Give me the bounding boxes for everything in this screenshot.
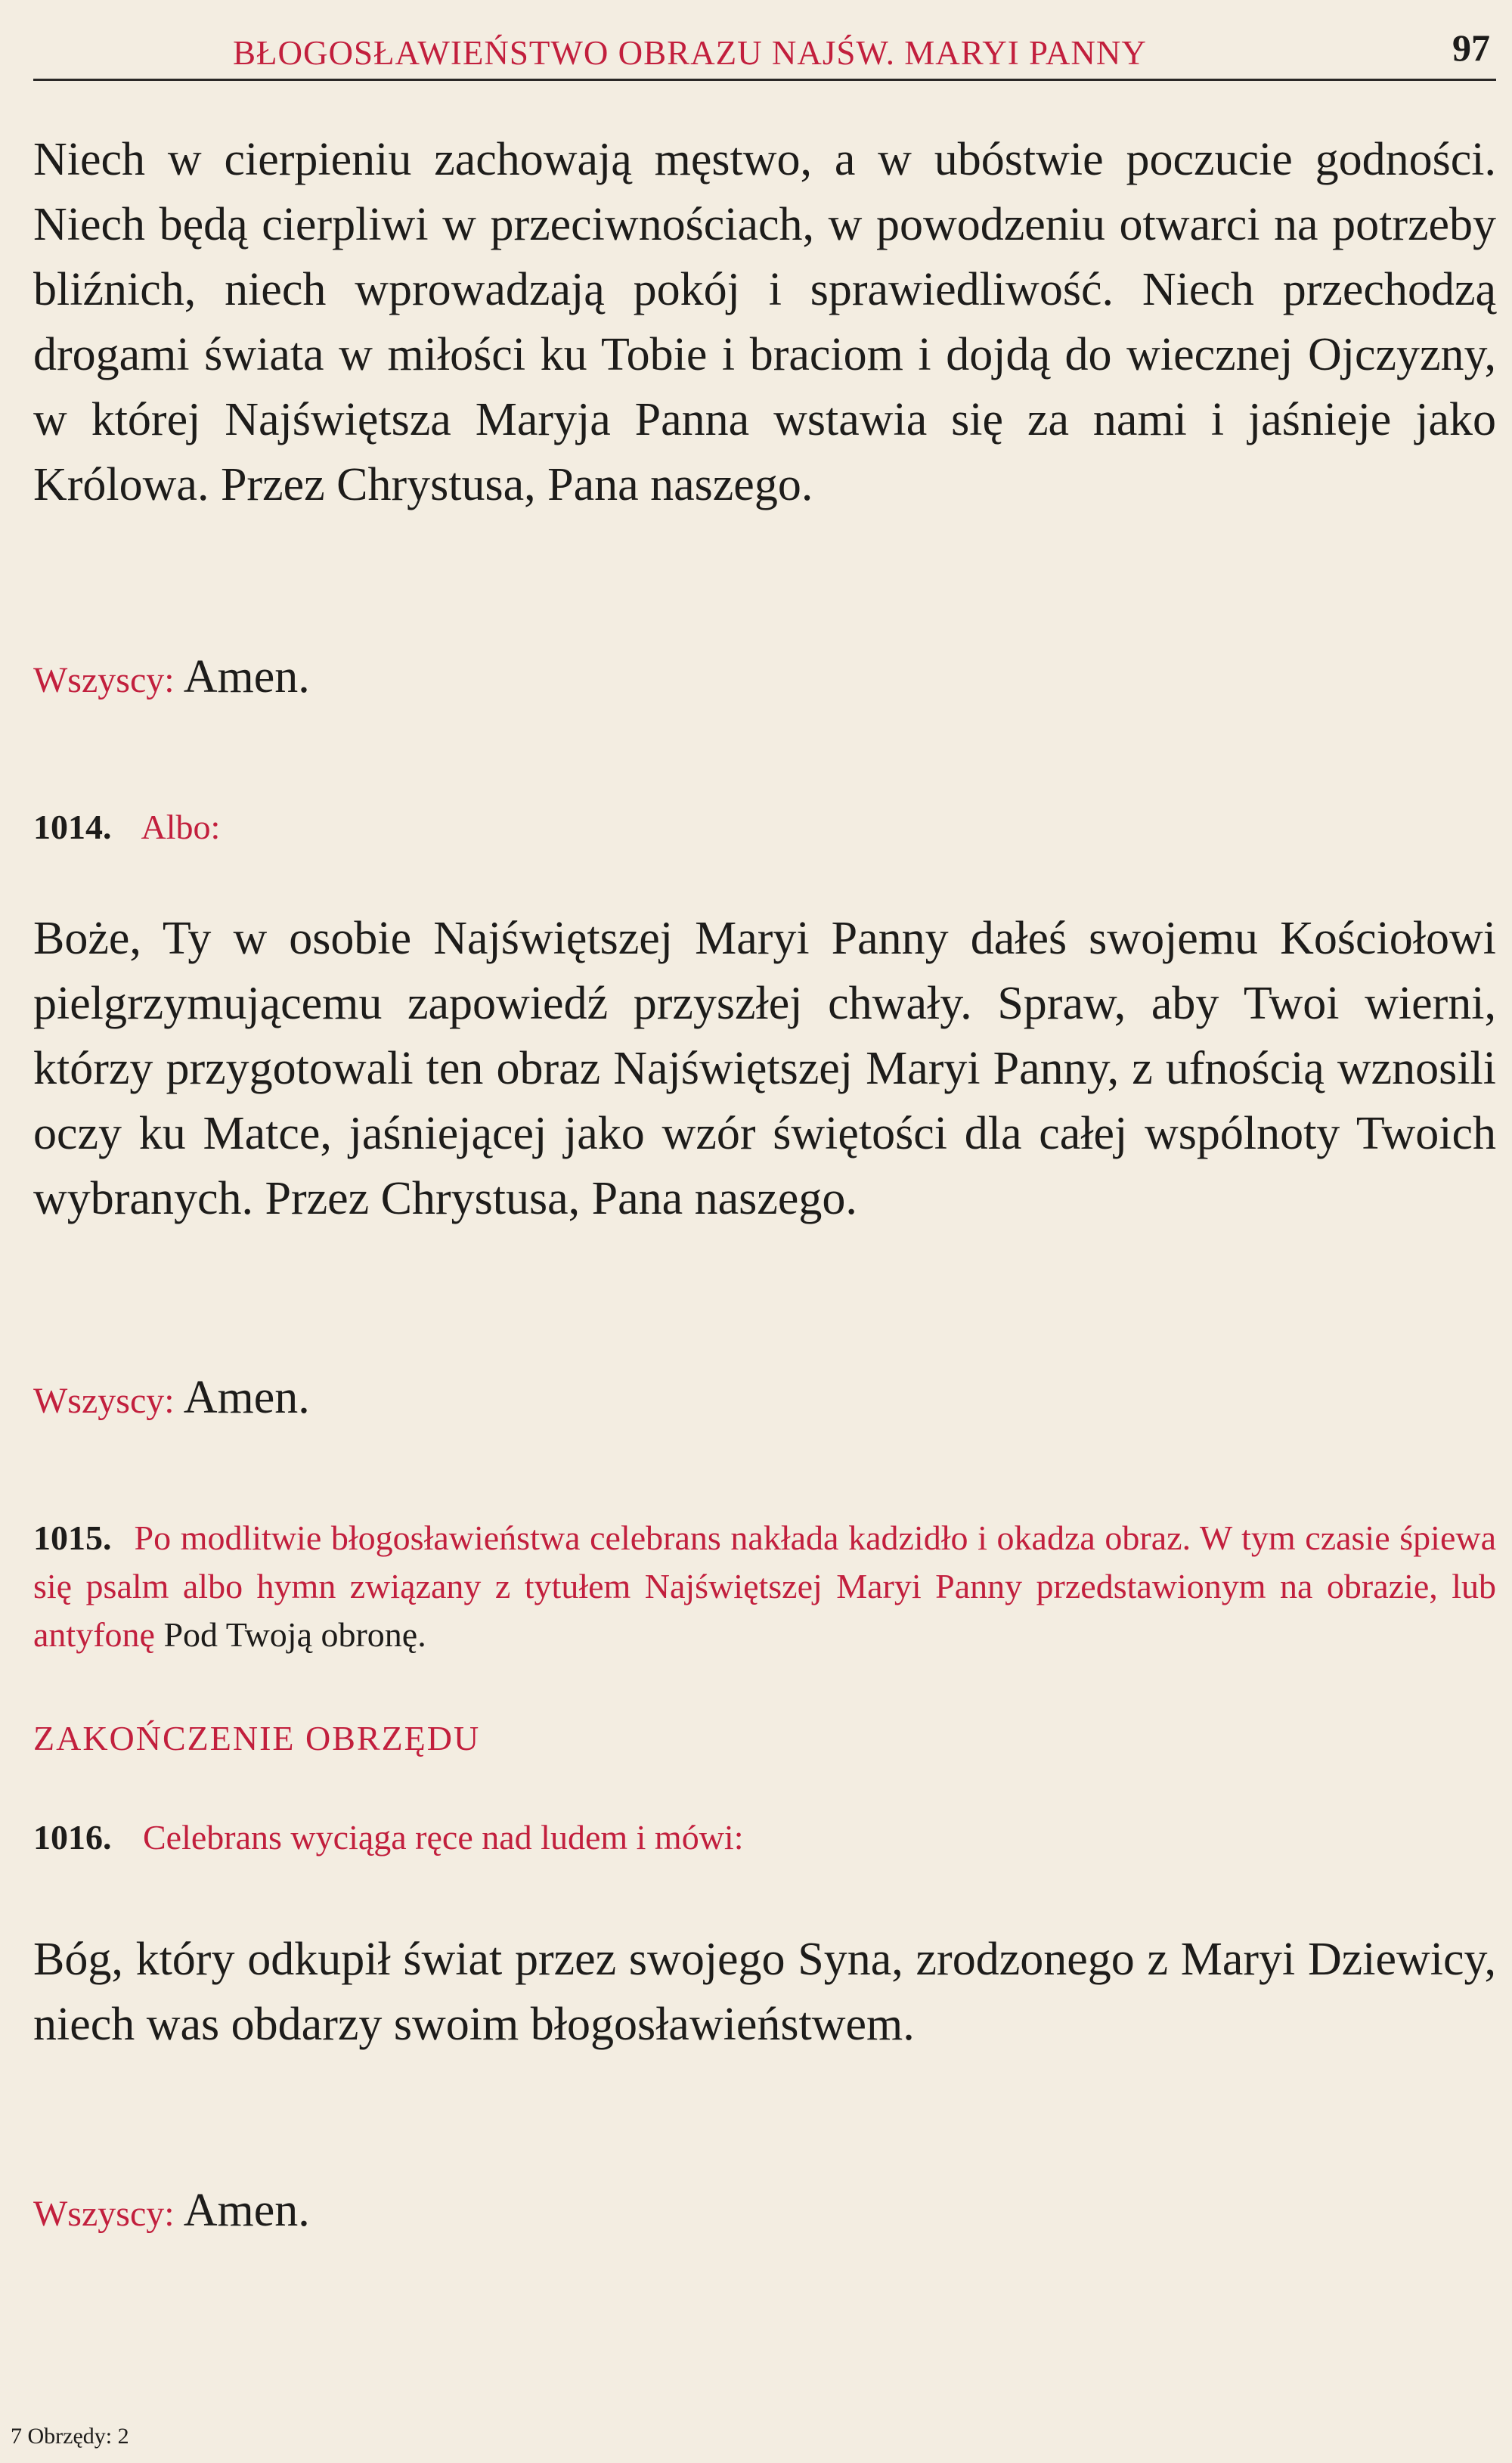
section-heading: ZAKOŃCZENIE OBRZĘDU <box>33 1719 481 1757</box>
prayer-paragraph-2: Boże, Ty w osobie Najświętszej Maryi Panny dałeś swojemu Kościołowi pielgrzymującemu zapowiedź przyszłej chwały. Spraw, aby Twoi wierni, którzy przygotowali ten obraz Najświętszej Maryi Panny, z ufnością wznosili oczy ku Matce, jaśniejącej jako wzór świętości dla całej wspólnoty Twoich wybranych. Przez Chrystusa, Pana naszego. <box>33 913 1496 1224</box>
running-title: BŁOGOSŁAWIEŃSTWO OBRAZU NAJŚW. MARYI PANNY <box>233 34 1147 72</box>
response-label: Wszyscy: <box>33 660 175 700</box>
response-label: Wszyscy: <box>33 1381 175 1421</box>
response-3 <box>33 2178 1470 2247</box>
response-text: Amen. <box>183 1372 310 1423</box>
item-number: 1014. <box>33 808 112 846</box>
blessing-paragraph: Bóg, który odkupił świat przez swojego Syna, zrodzonego z Maryi Dziewicy, niech was obdarzy swoim błogosławieństwem. <box>33 1934 1496 2050</box>
item-number: 1015. <box>33 1518 112 1557</box>
signature-footer: 7 Obrzędy: 2 <box>11 2424 129 2449</box>
page-header <box>33 20 1496 81</box>
response-text: Amen. <box>183 651 310 703</box>
response-text: Amen. <box>183 2185 310 2236</box>
rubric-text: Albo: <box>141 808 221 846</box>
response-2 <box>33 1365 1470 1434</box>
prayer-paragraph-1: Niech w cierpieniu zachowają męstwo, a w ubóstwie poczucie godności. Niech będą cierpliwi w przeciwnościach, w powodzeniu otwarci na potrzeby bliźnich, niech wprowadzają pokój i sprawiedliwość. Niech przechodzą drogami świata w miłości ku Tobie i braciom i dojdą do wiecznej Ojczyzny, w której Najświętsza Maryja Panna wstawia się za nami i jaśnieje jako Królowa. Przez Chrystusa, Pana naszego. <box>33 134 1496 510</box>
antiphon-title: Pod Twoją obronę. <box>163 1615 426 1654</box>
rubric-text: Celebrans wyciąga ręce nad ludem i mówi: <box>143 1818 744 1857</box>
response-label: Wszyscy: <box>33 2194 175 2234</box>
response-1 <box>33 644 1470 713</box>
item-1014 <box>33 803 1496 852</box>
item-1016 <box>33 1813 1496 1862</box>
page-number: 97 <box>1452 26 1490 69</box>
item-number: 1016. <box>33 1818 112 1857</box>
item-1015 <box>33 1514 1496 1659</box>
rubric-text: Po modlitwie błogosławieństwa celebrans nakłada kadzidło i okadza obraz. W tym czasie śpiewa się psalm albo hymn związany z tytułem Najświętszej Maryi Panny przedstawionym na obrazie, lub antyfonę <box>33 1518 1496 1654</box>
